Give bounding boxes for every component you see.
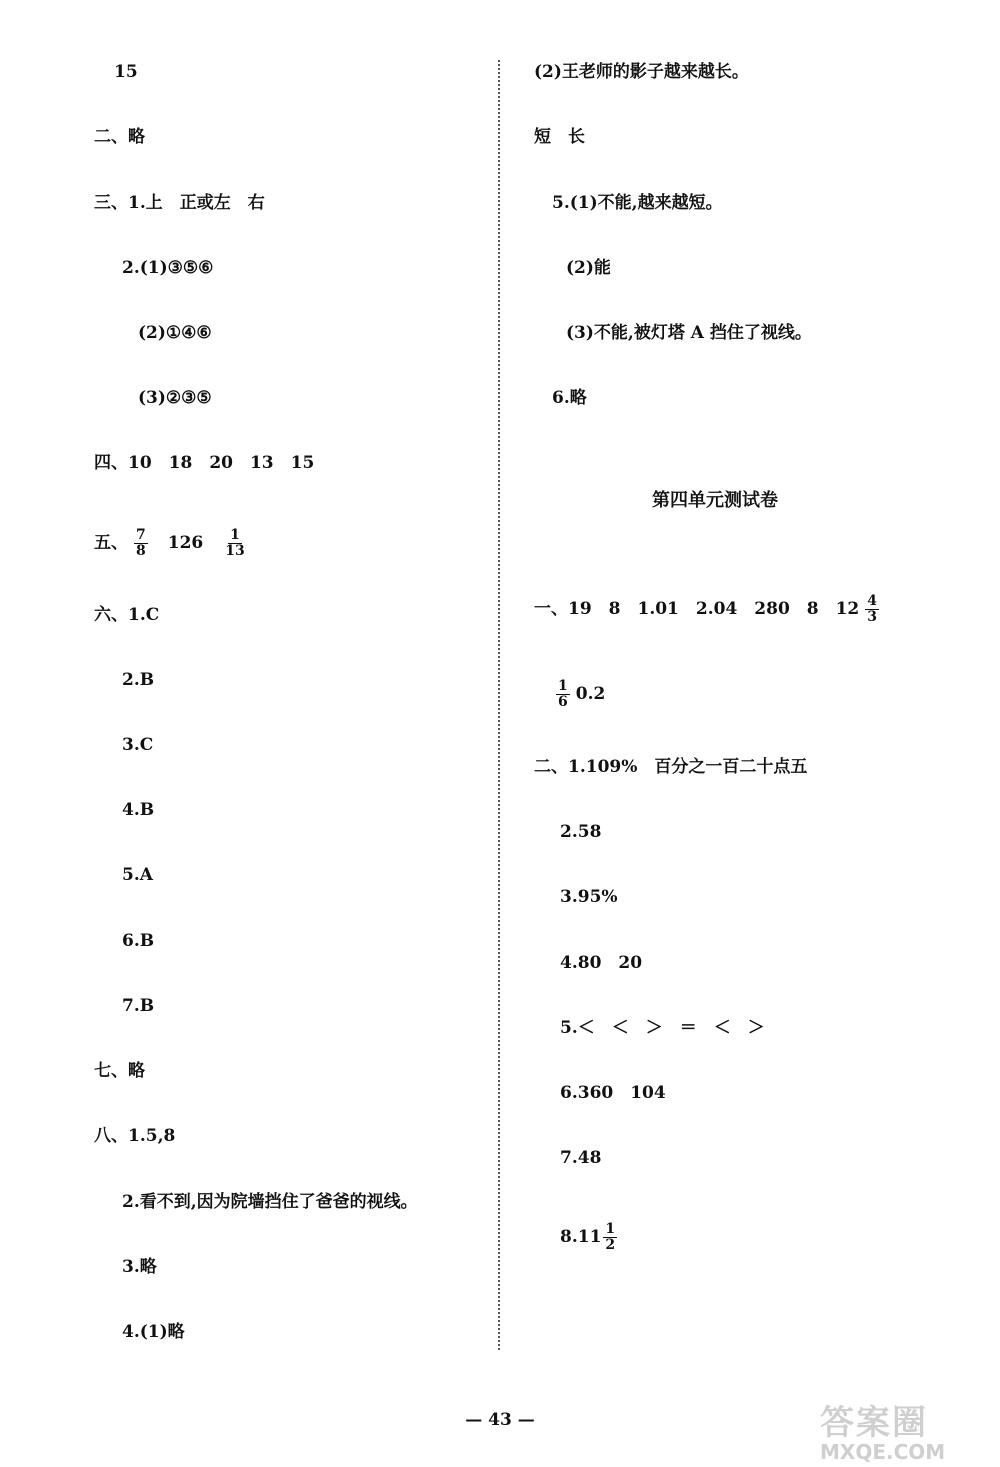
watermark-text: 答案圈 bbox=[820, 1403, 928, 1443]
answer-line: 3.C bbox=[122, 735, 154, 755]
answer-line-fractions bbox=[94, 528, 253, 559]
fraction bbox=[223, 528, 246, 559]
answer-line: 15 bbox=[114, 62, 138, 82]
fraction-denominator: 6 bbox=[558, 694, 568, 710]
fraction-denominator: 2 bbox=[605, 1237, 616, 1253]
answer-line: 5.(1)不能,越来越短。 bbox=[552, 193, 723, 213]
answer-line: 5.A bbox=[122, 865, 153, 885]
answer-line: 短 长 bbox=[534, 127, 585, 147]
fraction bbox=[603, 1222, 617, 1253]
fraction-numerator: 7 bbox=[136, 527, 146, 543]
answer-line: 2.看不到,因为院墙挡住了爸爸的视线。 bbox=[122, 1192, 418, 1212]
answer-line: (2)①④⑥ bbox=[138, 323, 212, 343]
answer-value: 一、19 8 1.01 2.04 280 8 12 bbox=[534, 599, 860, 619]
answer-line: (2)王老师的影子越来越长。 bbox=[534, 62, 749, 82]
answer-line: 6.略 bbox=[552, 388, 587, 408]
answer-line: 2.(1)③⑤⑥ bbox=[122, 258, 214, 278]
answer-line-fractions bbox=[560, 1222, 623, 1253]
answer-line: 三、1.上 正或左 右 bbox=[94, 193, 265, 213]
column-divider bbox=[498, 60, 500, 1350]
fraction-numerator: 1 bbox=[230, 527, 240, 543]
answer-value: 0.2 bbox=[575, 684, 606, 704]
fraction bbox=[556, 679, 570, 710]
answer-line: 二、1.109% 百分之一百二十点五 bbox=[534, 757, 808, 777]
answer-line: 2.B bbox=[122, 670, 155, 690]
answer-line: 3.略 bbox=[122, 1257, 157, 1277]
answer-line: (3)②③⑤ bbox=[138, 388, 212, 408]
answer-line: 4.(1)略 bbox=[122, 1322, 185, 1342]
watermark-url: MXQE.COM bbox=[820, 1440, 946, 1464]
answer-line: 6.B bbox=[122, 931, 155, 951]
answer-line-fractions bbox=[534, 594, 885, 625]
answer-line: 六、1.C bbox=[94, 605, 160, 625]
watermark-logo bbox=[820, 1395, 990, 1464]
answer-line: 4.80 20 bbox=[560, 953, 643, 973]
answer-line: 二、略 bbox=[94, 127, 145, 147]
answer-value: 8.11 bbox=[560, 1227, 602, 1247]
answer-line: 5.＜ ＜ ＞ ＝ ＜ ＞ bbox=[560, 1018, 765, 1038]
answer-line-fractions bbox=[556, 679, 605, 710]
answer-line: (2)能 bbox=[566, 258, 611, 278]
answer-line: 七、略 bbox=[94, 1061, 145, 1081]
answer-line: (3)不能,被灯塔 A 挡住了视线。 bbox=[566, 323, 812, 343]
answer-line: 3.95% bbox=[560, 887, 618, 907]
fraction-numerator: 1 bbox=[605, 1221, 616, 1237]
fraction-denominator: 13 bbox=[225, 543, 245, 559]
answer-line: 7.B bbox=[122, 996, 155, 1016]
answer-prefix: 五、 bbox=[94, 533, 128, 553]
answer-line: 八、1.5,8 bbox=[94, 1126, 176, 1146]
page-number: — 43 — bbox=[465, 1410, 535, 1430]
answer-line: 2.58 bbox=[560, 822, 602, 842]
fraction-numerator: 4 bbox=[867, 593, 878, 609]
answer-line: 四、10 18 20 13 15 bbox=[94, 453, 315, 473]
fraction-numerator: 1 bbox=[558, 678, 568, 694]
fraction bbox=[865, 594, 879, 625]
answer-value: 126 bbox=[167, 533, 204, 553]
answer-line: 4.B bbox=[122, 800, 155, 820]
section-title: 第四单元测试卷 bbox=[652, 490, 778, 511]
fraction-denominator: 8 bbox=[136, 543, 146, 559]
fraction bbox=[134, 528, 148, 559]
fraction-denominator: 3 bbox=[867, 609, 878, 625]
answer-line: 6.360 104 bbox=[560, 1083, 666, 1103]
answer-line: 7.48 bbox=[560, 1148, 602, 1168]
